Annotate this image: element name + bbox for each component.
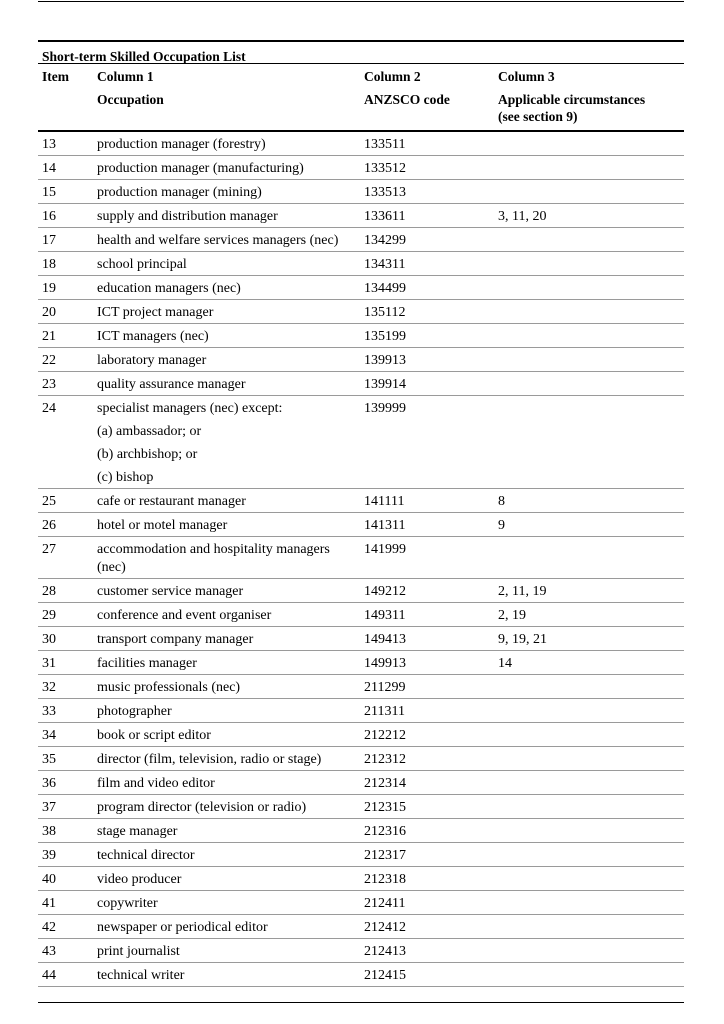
cell-anzsco-code: 134311 [364, 257, 406, 272]
cell-circumstances: 14 [498, 656, 512, 671]
cell-occupation [97, 915, 364, 938]
cell-occupation [97, 300, 364, 323]
cell-circumstances [498, 252, 684, 275]
cell-circumstances: 9 [498, 518, 505, 533]
cell-circumstances [498, 276, 684, 299]
cell-item: 22 [42, 353, 56, 368]
cell-item: 17 [42, 233, 56, 248]
table-row [38, 324, 684, 348]
header-col2-sub: ANZSCO code [364, 92, 450, 107]
cell-circumstances [498, 915, 684, 938]
table-row [38, 228, 684, 252]
cell-anzsco-code: 141999 [364, 542, 406, 557]
cell-occupation [97, 579, 364, 602]
cell-circumstances: 9, 19, 21 [498, 632, 547, 647]
cell-occupation [97, 939, 364, 962]
occupation-text: ICT managers (nec) [97, 329, 209, 344]
cell-anzsco-code: 141311 [364, 518, 406, 533]
cell-occupation [97, 747, 364, 770]
occupation-text: production manager (manufacturing) [97, 161, 304, 176]
cell-anzsco-code: 134499 [364, 281, 406, 296]
occupation-text: specialist managers (nec) except: [97, 401, 283, 416]
occupation-exceptions [97, 423, 360, 487]
cell-item: 20 [42, 305, 56, 320]
cell-item: 31 [42, 656, 56, 671]
table-row [38, 300, 684, 324]
cell-anzsco-code: 135199 [364, 329, 406, 344]
table-row [38, 891, 684, 915]
cell-anzsco-code: 141111 [364, 494, 405, 509]
cell-circumstances [498, 156, 684, 179]
cell-item: 13 [42, 137, 56, 152]
header-col1-sub: Occupation [97, 92, 164, 107]
cell-occupation [97, 891, 364, 914]
cell-anzsco-code: 133511 [364, 137, 406, 152]
table-row [38, 699, 684, 723]
occupation-text: production manager (mining) [97, 185, 262, 200]
cell-anzsco-code: 212318 [364, 872, 406, 887]
cell-occupation [97, 513, 364, 536]
cell-anzsco-code: 134299 [364, 233, 406, 248]
occupation-table [38, 40, 684, 987]
cell-occupation [97, 396, 364, 488]
cell-circumstances: 2, 19 [498, 608, 526, 623]
header-col3-sub2: (see section 9) [498, 109, 578, 124]
cell-circumstances [498, 939, 684, 962]
cell-anzsco-code: 212317 [364, 848, 406, 863]
occupation-text: ICT project manager [97, 305, 214, 320]
table-row [38, 132, 684, 156]
cell-circumstances [498, 537, 684, 578]
occupation-text: supply and distribution manager [97, 209, 278, 224]
cell-item: 23 [42, 377, 56, 392]
cell-occupation [97, 867, 364, 890]
cell-anzsco-code: 212316 [364, 824, 406, 839]
cell-item: 43 [42, 944, 56, 959]
occupation-text: video producer [97, 872, 182, 887]
header-col3-sub: Applicable circumstances [498, 92, 646, 107]
cell-occupation [97, 180, 364, 203]
occupation-text: technical writer [97, 968, 185, 983]
cell-item: 24 [42, 401, 56, 416]
cell-occupation [97, 819, 364, 842]
cell-anzsco-code: 211299 [364, 680, 406, 695]
cell-anzsco-code: 149913 [364, 656, 406, 671]
cell-anzsco-code: 212415 [364, 968, 406, 983]
cell-item: 33 [42, 704, 56, 719]
cell-item: 36 [42, 776, 56, 791]
occupation-text: school principal [97, 257, 187, 272]
cell-circumstances [498, 867, 684, 890]
cell-anzsco-code: 133611 [364, 209, 406, 224]
cell-item: 27 [42, 542, 56, 557]
occupation-text: director (film, television, radio or stage) [97, 752, 322, 767]
cell-item: 41 [42, 896, 56, 911]
cell-anzsco-code: 149311 [364, 608, 406, 623]
table-row [38, 747, 684, 771]
occupation-text: newspaper or periodical editor [97, 920, 268, 935]
cell-circumstances: 8 [498, 494, 505, 509]
cell-anzsco-code: 212413 [364, 944, 406, 959]
cell-occupation [97, 276, 364, 299]
cell-item: 32 [42, 680, 56, 695]
cell-circumstances [498, 795, 684, 818]
table-row [38, 180, 684, 204]
table-row [38, 513, 684, 537]
cell-circumstances [498, 675, 684, 698]
cell-circumstances [498, 819, 684, 842]
cell-circumstances [498, 723, 684, 746]
header-col1 [97, 64, 364, 130]
cell-circumstances [498, 396, 684, 488]
cell-occupation [97, 132, 364, 155]
occupation-text: music professionals (nec) [97, 680, 241, 695]
cell-anzsco-code: 212412 [364, 920, 406, 935]
table-row [38, 843, 684, 867]
cell-circumstances [498, 843, 684, 866]
cell-item: 40 [42, 872, 56, 887]
cell-occupation [97, 372, 364, 395]
occupation-text: program director (television or radio) [97, 800, 307, 815]
cell-occupation [97, 228, 364, 251]
cell-anzsco-code: 212312 [364, 752, 406, 767]
cell-anzsco-code: 149212 [364, 584, 406, 599]
cell-circumstances [498, 372, 684, 395]
cell-item: 28 [42, 584, 56, 599]
cell-circumstances [498, 132, 684, 155]
cell-occupation [97, 843, 364, 866]
table-row [38, 348, 684, 372]
occupation-text: laboratory manager [97, 353, 207, 368]
top-rule [38, 1, 684, 2]
table-row [38, 537, 684, 579]
cell-item: 38 [42, 824, 56, 839]
cell-occupation [97, 348, 364, 371]
cell-anzsco-code: 149413 [364, 632, 406, 647]
occupation-text: customer service manager [97, 584, 244, 599]
cell-anzsco-code: 212411 [364, 896, 406, 911]
cell-item: 14 [42, 161, 56, 176]
table-row [38, 489, 684, 513]
cell-item: 29 [42, 608, 56, 623]
table-row [38, 723, 684, 747]
occupation-text: stage manager [97, 824, 178, 839]
occupation-text: health and welfare services managers (nec) [97, 233, 339, 248]
table-row [38, 867, 684, 891]
cell-anzsco-code: 212314 [364, 776, 406, 791]
cell-anzsco-code: 212212 [364, 728, 406, 743]
occupation-text: quality assurance manager [97, 377, 246, 392]
occupation-text: conference and event organiser [97, 608, 272, 623]
occupation-text: transport company manager [97, 632, 254, 647]
cell-item: 25 [42, 494, 56, 509]
cell-circumstances [498, 300, 684, 323]
cell-item: 37 [42, 800, 56, 815]
table-row [38, 627, 684, 651]
table-row [38, 396, 684, 489]
exception-line: (b) archbishop; or [97, 447, 198, 462]
occupation-text: production manager (forestry) [97, 137, 266, 152]
cell-circumstances [498, 348, 684, 371]
cell-item: 18 [42, 257, 56, 272]
cell-anzsco-code: 135112 [364, 305, 406, 320]
cell-occupation [97, 627, 364, 650]
cell-item: 44 [42, 968, 56, 983]
cell-occupation [97, 537, 364, 578]
occupation-text: accommodation and hospitality managers (nec) [97, 542, 330, 575]
cell-anzsco-code: 139914 [364, 377, 406, 392]
cell-anzsco-code: 139913 [364, 353, 406, 368]
occupation-text: education managers (nec) [97, 281, 241, 296]
cell-occupation [97, 204, 364, 227]
cell-occupation [97, 675, 364, 698]
table-row [38, 795, 684, 819]
cell-circumstances: 3, 11, 20 [498, 209, 547, 224]
cell-circumstances [498, 324, 684, 347]
occupation-text: book or script editor [97, 728, 211, 743]
table-title: Short-term Skilled Occupation List [38, 40, 684, 64]
table-row [38, 156, 684, 180]
cell-item: 30 [42, 632, 56, 647]
cell-circumstances [498, 771, 684, 794]
cell-anzsco-code: 212315 [364, 800, 406, 815]
table-row [38, 963, 684, 987]
cell-anzsco-code: 133512 [364, 161, 406, 176]
header-col3-label: Column 3 [498, 69, 555, 84]
cell-item: 15 [42, 185, 56, 200]
header-item-label: Item [42, 69, 69, 84]
table-row [38, 771, 684, 795]
cell-occupation [97, 156, 364, 179]
table-row [38, 276, 684, 300]
table-row [38, 204, 684, 228]
cell-item: 42 [42, 920, 56, 935]
cell-occupation [97, 651, 364, 674]
cell-item: 21 [42, 329, 56, 344]
cell-anzsco-code: 211311 [364, 704, 405, 719]
header-col2 [364, 64, 498, 130]
cell-occupation [97, 252, 364, 275]
occupation-text: technical director [97, 848, 195, 863]
cell-occupation [97, 723, 364, 746]
table-row [38, 252, 684, 276]
table-row [38, 819, 684, 843]
table-row [38, 939, 684, 963]
occupation-text: facilities manager [97, 656, 197, 671]
cell-occupation [97, 795, 364, 818]
cell-circumstances [498, 963, 684, 986]
table-body [38, 132, 684, 987]
table-row [38, 675, 684, 699]
cell-item: 35 [42, 752, 56, 767]
cell-occupation [97, 963, 364, 986]
cell-anzsco-code: 139999 [364, 401, 406, 416]
header-item [38, 64, 97, 130]
cell-occupation [97, 771, 364, 794]
cell-circumstances [498, 180, 684, 203]
occupation-text: cafe or restaurant manager [97, 494, 246, 509]
header-col2-label: Column 2 [364, 69, 421, 84]
occupation-text: film and video editor [97, 776, 215, 791]
cell-anzsco-code: 133513 [364, 185, 406, 200]
cell-item: 34 [42, 728, 56, 743]
cell-occupation [97, 489, 364, 512]
table-row [38, 372, 684, 396]
occupation-text: copywriter [97, 896, 158, 911]
cell-item: 19 [42, 281, 56, 296]
cell-circumstances [498, 228, 684, 251]
cell-circumstances [498, 747, 684, 770]
cell-circumstances [498, 891, 684, 914]
table-row [38, 603, 684, 627]
header-col1-label: Column 1 [97, 69, 154, 84]
cell-item: 16 [42, 209, 56, 224]
cell-occupation [97, 324, 364, 347]
cell-circumstances: 2, 11, 19 [498, 584, 547, 599]
table-header [38, 64, 684, 132]
table-row [38, 579, 684, 603]
cell-occupation [97, 699, 364, 722]
occupation-text: hotel or motel manager [97, 518, 228, 533]
exception-line: (a) ambassador; or [97, 424, 202, 439]
occupation-text: photographer [97, 704, 172, 719]
cell-occupation [97, 603, 364, 626]
occupation-text: print journalist [97, 944, 180, 959]
header-col3 [498, 64, 684, 130]
cell-item: 26 [42, 518, 56, 533]
bottom-rule [38, 1002, 684, 1003]
table-row [38, 651, 684, 675]
cell-item: 39 [42, 848, 56, 863]
table-row [38, 915, 684, 939]
cell-circumstances [498, 699, 684, 722]
exception-line: (c) bishop [97, 470, 154, 485]
